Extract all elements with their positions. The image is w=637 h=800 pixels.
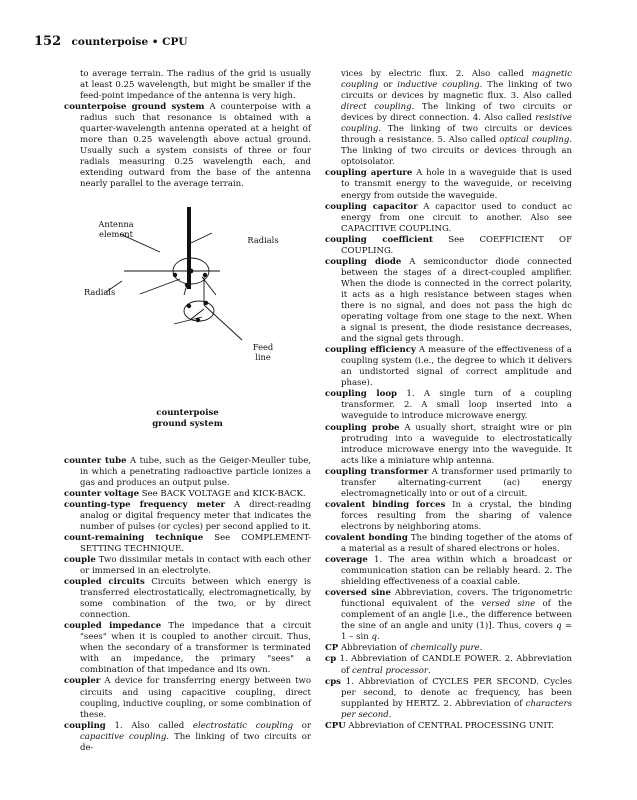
entry-continuation: to average terrain. The radius of the grid is usually at least 0.25 wavelength, but might be smaller if the feed-point impedance of the antenna is very high.	[80, 69, 311, 102]
left-column	[64, 69, 311, 754]
headword: count-remaining technique	[64, 532, 204, 543]
headword: counter tube	[64, 455, 127, 466]
entry-coverage: coverage 1. The area within which a broadcast or communication station can be reliably heard. 2. The shielding effectiveness of a coaxial cable.	[325, 555, 572, 588]
entry-cp: cp 1. Abbreviation of CANDLE POWER. 2. Abbreviation of central processor.	[325, 654, 572, 676]
entry-couple: couple Two dissimilar metals in contact with each other or immersed in an electrolyte.	[64, 554, 311, 576]
headword: CPU	[325, 720, 346, 731]
junction-dot	[185, 282, 189, 286]
radial-left	[140, 279, 180, 294]
headword: coversed sine	[325, 588, 391, 599]
headword: couple	[64, 554, 96, 565]
radials-label-top: Radials	[247, 234, 279, 245]
entry-covalent-binding-forces: covalent binding forces In a crystal, the binding forces resulting from the sharing of valence electrons by neighboring atoms.	[325, 499, 572, 532]
entry-cps: cps 1. Abbreviation of CYCLES PER SECOND. Cycles per second, to denote ac frequency, has been supplanted by HERTZ. 2. Abbreviation of characters per second.	[325, 676, 573, 720]
junction-dot	[203, 272, 207, 276]
junction-dot	[196, 317, 200, 321]
running-header	[34, 33, 188, 49]
headword: counterpoise ground system	[64, 102, 205, 113]
counterpoise-figure	[64, 199, 311, 407]
feed-line-b	[204, 305, 242, 340]
page-number: 152	[34, 34, 62, 49]
headword: coupling coefficient	[325, 234, 433, 245]
entry-coupling: coupling 1. Also called electrostatic coupling or capacitive coupling. The linking of two circuits or de-	[64, 720, 312, 753]
headword: cps	[325, 676, 341, 687]
headword: coupling diode	[325, 256, 402, 267]
figure-caption: counterpoise ground system	[152, 407, 223, 429]
entry-coupling-efficiency: coupling efficiency A measure of the effectiveness of a coupling system (i.e., the degree to which it delivers an undistorted signal of correct amplitude and phase).	[325, 345, 573, 389]
entry-cp-chemically-pure: CP Abbreviation of chemically pure.	[325, 643, 483, 654]
junction-dot	[173, 272, 177, 276]
entry-coupling-probe: coupling probe A usually short, straight wire or pin protruding into a waveguide to electrostatically introduce microwave energy into the waveguide. It acts like a miniature whip antenna.	[325, 422, 573, 466]
radial-upper-right	[191, 233, 212, 243]
headword: coupled circuits	[64, 577, 145, 588]
entry-continuation: vices by electric flux. 2. Also called magnetic coupling or inductive coupling. The linking of two circuits or devices by magnetic flux. 3. Also called direct coupling. The linking of two circuits or devices by direct connection. 4. Also called resistive coupling. The linking of two circuits or devices through a resistance. 5. Also called optical coupling. The linking of two circuits or devices through an optoisolator.	[341, 69, 573, 168]
headword: coverage	[325, 555, 368, 566]
headword: counter voltage	[64, 488, 140, 499]
junction-dot	[187, 303, 191, 307]
headword: coupling transformer	[325, 466, 429, 477]
headword: CP	[325, 643, 339, 654]
entry-coupling-aperture: coupling aperture A hole in a waveguide that is used to transmit energy to the waveguide, or receiving energy from outside the waveguide.	[325, 168, 573, 201]
right-column	[325, 69, 572, 732]
junction-dot	[189, 268, 194, 273]
headword: coupling capacitor	[325, 201, 418, 212]
entry-coupled-impedance: coupled impedance The impedance that a circuit "sees" when it is coupled to another circuit. Thus, when the secondary of a transformer is terminated with an impedance, the primary "sees" a combination of that impedance and its own.	[64, 621, 312, 676]
entry-counterpoise-ground-system: counterpoise ground system A counterpoise with a radius such that resonance is obtained with a quarter-wavelength antenna operated at a height of more than 0.25 wavelength above actual ground. Usually such a system consists of three or four radials measuring 0.25 wavelength each, and extending outward from the base of the antenna nearly parallel to the average terrain.	[64, 102, 311, 190]
headword: coupling probe	[325, 422, 400, 433]
headword: coupling efficiency	[325, 345, 416, 356]
entry-coupling-loop: coupling loop 1. A single turn of a coupling transformer. 2. A small loop inserted into a waveguide to introduce microwave energy.	[325, 389, 572, 422]
entry-covalent-bonding: covalent bonding The binding together of the atoms of a material as a result of shared electrons or holes.	[325, 532, 572, 555]
entry-coupled-circuits: coupled circuits Circuits between which energy is transferred electrostatically, electromagnetically, by some combination of the two, or by direct connection.	[64, 577, 311, 621]
entry-counter-voltage: counter voltage See BACK VOLTAGE and KICK-BACK.	[64, 488, 306, 499]
entry-coupler: coupler A device for transferring energy between two circuits and using capacitive coupling, direct coupling, inductive coupling, or some combination of these.	[64, 676, 312, 720]
entry-coupling-diode: coupling diode A semiconductor diode connected between the stages of a direct-coupled amplifier. When the diode is connected in the correct polarity, it acts as a high resistance between stages when there is no signal, and does not pass the high dc operating voltage from one stage to the next. When a signal is present, the diode resistance decreases, and the signal gets through.	[325, 256, 572, 345]
feed-line-label: Feed line	[252, 341, 274, 362]
headword: coupler	[64, 676, 101, 687]
headword: counting-type frequency meter	[64, 499, 226, 510]
headword: coupling loop	[325, 389, 398, 400]
antenna-element	[187, 207, 191, 289]
entry-coupling-transformer: coupling transformer A transformer used primarily to transfer alternating-current (ac) energy electromagnetically into or out of a circuit.	[325, 466, 573, 499]
headword: coupling	[64, 720, 106, 731]
entry-coupling-capacitor: coupling capacitor A capacitor used to conduct ac energy from one circuit to another. Also see CAPACITIVE COUPLING.	[325, 201, 572, 234]
antenna-label: Antenna element	[98, 218, 134, 239]
headword: cp	[325, 654, 337, 665]
header-title: counterpoise • CPU	[71, 36, 188, 48]
entry-coupling-coefficient: coupling coefficient See COEFFICIENT OF COUPLING.	[325, 234, 572, 256]
headword: coupled impedance	[64, 621, 162, 632]
entry-counting-type-frequency-meter: counting-type frequency meter A direct-reading analog or digital frequency meter that indicates the number of pulses (or cycles) per second applied to it.	[64, 499, 312, 532]
entry-count-remaining-technique: count-remaining technique See COMPLEMENT-SETTING TECHNIQUE.	[64, 532, 312, 554]
feed-connector	[191, 309, 204, 319]
headword: coupling aperture	[325, 168, 413, 179]
entry-coversed-sine: coversed sine Abbreviation, covers. The trigonometric functional equivalent of the versed sine of the complement of an angle [i.e., the difference between the sine of an angle and unity (1)]. Thus, covers q = 1 – sin q.	[325, 588, 572, 643]
headword: covalent binding forces	[325, 499, 446, 510]
junction-dot	[204, 300, 208, 304]
radials-label-left: Radials	[84, 286, 116, 297]
entry-counter-tube: counter tube A tube, such as the Geiger-Meuller tube, in which a penetrating radioactive particle ionizes a gas and produces an output pulse.	[64, 455, 311, 488]
entry-cpu: CPU Abbreviation of CENTRAL PROCESSING UNIT.	[325, 720, 554, 731]
headword: covalent bonding	[325, 532, 408, 543]
